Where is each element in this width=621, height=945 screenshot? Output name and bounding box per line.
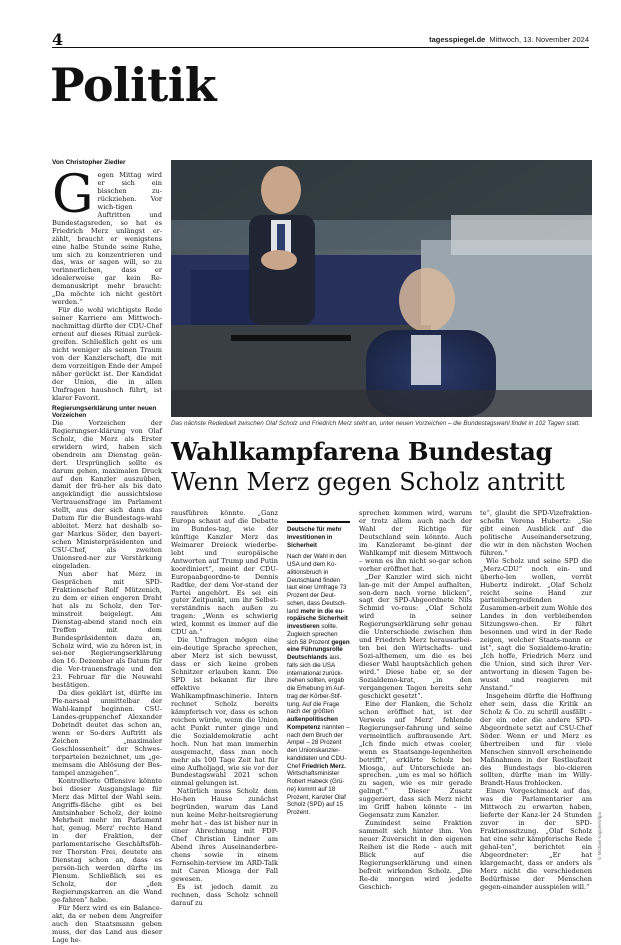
photo-caption: Das nächste Rededuell zwischen Olaf Scholz und Friedrich Merz steht an, unter neuen Vorzeichen – die Bundestagswahl findet in 102 Tagen statt. (171, 420, 581, 427)
paragraph: Die Umfragen mögen eine ein-deutige Sprache sprechen, aber Merz ist sich bewusst, dass er sich keine groben Schnitzer erlauben kann. Die SPD ist bekannt für ihre effektive Wahlkampfmaschinerie. Intern rechnet Scholz bereits kämpferisch vor, dass es schon reichen würde, wenn die Union acht Punkt runter ginge und die Sozialdemokratie acht hoch. Nun hat man immerhin ausgemacht, dass man noch mehr als 100 Tage Zeit hat für eine Aufholjagd, wie sie vor der Bundestagswahl 2021 schon einmal gelungen ist. (171, 636, 278, 788)
infobox-bold: außenpolitischen Kompetenz (287, 716, 338, 731)
article-photo (171, 160, 592, 417)
infobox-text (287, 553, 350, 817)
issue-date: Mittwoch, 13. November 2024 (489, 35, 589, 44)
paragraph: Eine der Flanken, die Scholz schon eröffnet hat, ist der Verweis auf Merz' fehlende Regierungser-fahrung und seine vermeintlich aufbrausende Art. „Ich finde mich etwas cooler, wenn es Staatsange-legenheiten betrifft“, erklärte Scholz bei Miosga, auf Unterschiede an-sprechen. „um es mal so höflich zu sagen, wie es mir gerade gelingt.“ Dieser Zusatz suggeriert, dass sich Merz nicht im Griff haben könnte – im Gegensatz zum Kanzler. (359, 699, 472, 820)
photo-credit: © Michael Kappeler/dpa (597, 811, 602, 860)
column-1 (52, 165, 162, 944)
infobox-text-part: nannten – nach dem Bruch der Ampel – 28 Prozent den Unionskanzler-kandidaten und CDU-Chef (287, 723, 350, 770)
paragraph: Kontrollierte Offensive könnte bei dieser Ausgangslage für Merz das Mittel der Wahl sein. Angriffs-fläche gibt es bei Amtsinhaber Scholz, der keine Mehrheit mehr im Parlament hat, genug. Merz' rechte Hand in der Fraktion, der parlamentarische Geschäftsfüh-rer Thorsten Frei, deutete am Dienstag schon an, dass es persön-lich werden dürfte im Plenum. Schließlich sei es Scholz, der „den Regierungskarren an die Wand ge-fahren“ habe. (52, 776, 162, 905)
paragraph: Natürlich muss Scholz dem Ho-hen Hause zunächst begründen, warum das Land nun keine Mehr-heitsregierung mehr hat – das ist bisher nur in einer Abrechnung mit FDP-Chef Christian Lindner am Abend ihres Auseinanderbre-chens sowie in einem Fernsehin-terview im ARD-Talk mit Caren Miosga der Fall gewesen. (171, 787, 278, 883)
paragraph: Einen Vorgeschmack auf das, was die Parlamentarier am Mittwoch zu erwarten haben, lieferte der Kanz-ler 24 Stunden zuvor in der SPD-Fraktionssitzung. „Olaf Scholz hat eine sehr kämpferische Rede gehal-ten“, berichtet ein Abgeordneter: „Er hat klargemacht, dass er anders als Merz nicht die verschiedenen Bedürfnisse der Menschen gegen-einander ausspielen will.“ (480, 787, 592, 891)
infobox-bold: gegen eine Führungsrolle Deutschlands (287, 638, 350, 661)
paragraph: Für die wohl wichtigste Rede seiner Karriere am Mittwoch-nachmittag dürfte der CDU-Chef erneut auf dieses Ritual zurück-greifen. Schließlich geht es um nicht weniger als seinen Traum von der Kanzlerschaft, die mit dem vorzeitigen Ende der Ampel näher gerückt ist. Der Kandidat der Union, die in allen Umfragen haushoch führt, ist klarer Favorit. (52, 306, 162, 402)
infobox-rule (287, 521, 350, 523)
section-title: Politik (50, 58, 217, 112)
top-rule (52, 47, 589, 48)
masthead (429, 35, 589, 44)
paragraph: „Der Kanzler wird sich nicht lan-ge mit der Ampel aufhalten, son-dern nach vorne blicken“, sagt der SPD-Abgeordnete Nils Schmid vo-raus: „Olaf Scholz wird in seiner Regierungserklärung sehr genau die Unterschiede zwischen ihm und Friedrich Merz herausarbei-ten bei den Wirtschafts- und Sozi-althemen, um die es bei dieser Wahl hauptsächlich gehen wird.“ Diese habe er, so der Sozialdemo-krat, „in den vergangenen Tagen bereits sehr geschickt gesetzt“. (359, 572, 472, 700)
infobox (287, 521, 350, 861)
infobox-text-part: Wirtschaftsminister Robert Habeck (Grü-ne) kommt auf 18 Prozent, Kanzler Olaf Scholz (SPD) auf 15 Prozent. (287, 770, 346, 816)
paragraph: Da dies geklärt ist, dürfte im Ple-narsaal unmittelbar der Wahl-kampf beginnen. CSU-Landes-gruppenchef Alexander Dobrindt deutet das schon an, wenn er So-ders Auftritt als Zeichen „maximaler Geschlossenheit“ der Schwes-terparteien bezeichnet, um „ge-meinsam die Ablösung der Bes-tampel anzugehen“. (52, 689, 162, 777)
paragraph: Insgeheim dürfte die Hoffnung eher sein, dass die Kritik an Scholz & Co. zu schrill ausfällt – der ein oder die andere SPD-Abgeordnete setzt auf CSU-Chef Söder. Wenn er und Merz es übertreiben und für viele Menschen sinnvoll erscheinende Maßnahmen in der Restlaufzeit des Bundestags blo-ckieren sollten, dürfte man im Willy-Brandt-Haus frohlocken. (480, 691, 592, 788)
author-byline: Von Christopher Ziedler (52, 159, 126, 166)
infobox-bold: mehr in die eu-ropäische Sicherheit investieren (287, 607, 348, 630)
paragraph: rausführen könnte. „Ganz Europa schaut auf die Debatte im Bundes-tag, wie der künftige Kanzler Merz das Weimarer Dreieck wiederbe-lebt und europäische Antworten auf Trump und Putin koordiniert“, meint der CDU-Europaabgeordne-te Dennis Radtke, der dem Vor-stand der Partei angehört. Es sei ein guter Zeitpunkt, um ihr Selbst-verständnis nach außen zu tragen: „Wenn es schwierig wird, kommt es immer auf die CDU an.“ (171, 509, 278, 637)
column-5 (480, 509, 592, 891)
infobox-text-part: Nach der Wahl in den USA und dem Ko-alitionsbruch in Deutschland finden laut einer Umfrage 73 Prozent der Deut-schen, dass Deutsch-land (287, 553, 347, 615)
column-2 (171, 509, 278, 907)
paragraph: Für Merz wird es ein Balance-akt, da er neben dem Angreifer auch den Staatsmann geben muss, der das Land aus dieser Lage he- (52, 903, 162, 944)
infobox-text-part: sollte. Zugleich sprechen sich 58 Prozent (287, 623, 338, 646)
page-number: 4 (52, 30, 64, 49)
subheading: Regierungserklärung unter neuen Vorzeichen (52, 404, 157, 420)
infobox-text-part: aus, falls sich die USA international zurück-ziehen sollten, ergab die Erhebung im Auf-trag der Körber-Stif-tung. Auf die Frage nach der größten (287, 654, 345, 716)
paragraph: Zumindest seine Fraktion sammelt sich hinter ihm. Von neuer Zuversicht in den eigenen Reihen ist die Rede – auch mit Blick auf die Regierungserklärung und einen befreit wirkenden Scholz. „Die Re-de morgen wird jedelte Geschich- (359, 819, 472, 891)
lead-text: egen Mittag wird er sich ein bisschen zu-rückziehen. Vor wich-tigen Auftritten und Bundestagsreden, so hat es Friedrich Merz unlängst er-zählt, braucht er wenigstens eine halbe Stunde seine Ruhe, um sich zu konzentrieren und das, was er sagen will, so zu verinnerlichen, dass er idealerweise gar kein Re-demanuskript mehr braucht: „Da möchte ich nicht gestört werden.“ (52, 171, 162, 307)
paragraph: Nun aber hat Merz in Gesprächen mit SPD-Fraktionschef Rolf Mützenich, zu dem er einen engeren Draht hat als zu Scholz, den Ter-minstreit beigelegt. Am Dienstag-abend stand noch ein Treffen mit dem Bundespräsidenten dazu an, Scholz wird, wie zu hören ist, in sei-ner Regierungserklärung den 16. Dezember als Datum für die Ver-trauensfrage und den 23. Februar für die Neuwahl bestätigen. (52, 569, 162, 690)
lead-paragraph (52, 165, 162, 307)
paragraph: sprechen kommen wird, warum er trotz allem auch nach der Wahl der Richtige für Deutschland sein könnte. Auch im Kanzleramt be-ginnt der Wahlkampf mit diesem Mittwoch – wenn es ihn nicht so-gar schon vorher eröffnet hat. (359, 509, 472, 573)
infobox-title: Deutsche für mehr Investitionen in Sicherheit (287, 526, 342, 549)
subheadline: Wenn Merz gegen Scholz antritt (171, 468, 565, 496)
paragraph: Es ist jedoch damit zu rechnen, dass Scholz schnell darauf zu (171, 882, 278, 907)
paragraph: Wie Scholz und seine SPD die „Merz-CDU“ noch ein- und überho-len wollen, verrät Hubertz indirekt. „Olaf Scholz reicht seine Hand zur parteiübergreifenden Zusammen-arbeit zum Wohle des Landes in den verbleibenden Sitzungswo-chen. Er führt besonnen und wird in der Rede zeigen, welcher Staats-mann er ist“, sagt die Sozialdemo-kratin: „Ich hoffe, Friedrich Merz und die Union, sind sich ihrer Ver-antwortung in diesen Tagen be-wusst und reagieren mit Anstand.“ (480, 556, 592, 692)
column-4 (359, 509, 472, 891)
site-name: tagesspiegel.de (429, 35, 486, 44)
headline: Wahlkampfarena Bundestag (171, 437, 553, 466)
dropcap: G (52, 165, 94, 225)
infobox-bold: Friedrich Merz. (301, 762, 346, 770)
paragraph: Die Vorzeichen der Regierungser-klärung von Olaf Scholz, die Merz als Erster erwidern wird, haben sich obendrein am Dienstag geän-dert. Ursprünglich sollte es darum gehen, maximalen Druck auf den Kanzler auszuüben, damit der frü-her als bis dato angekündigt die aussichtslose Vertrauensfrage im Parlament stellt, aus der sich dann das Datum für die Bundestags-wahl ableitet. Merz hat deshalb so-gar Markus Söder, den bayeri-schen Ministerpräsidenten und CSU-Chef, als zweiten Unionsred-ner zur Verstärkung eingeladen. (52, 418, 162, 570)
photo-illustration (171, 160, 592, 417)
paragraph: te“, glaubt die SPD-Vizefraktion-schefin Verena Hubertz: „Sie gibt einen Ausblick auf die politische Auseinandersetzung, die wir in den nächsten Wochen führen.“ (480, 509, 592, 557)
